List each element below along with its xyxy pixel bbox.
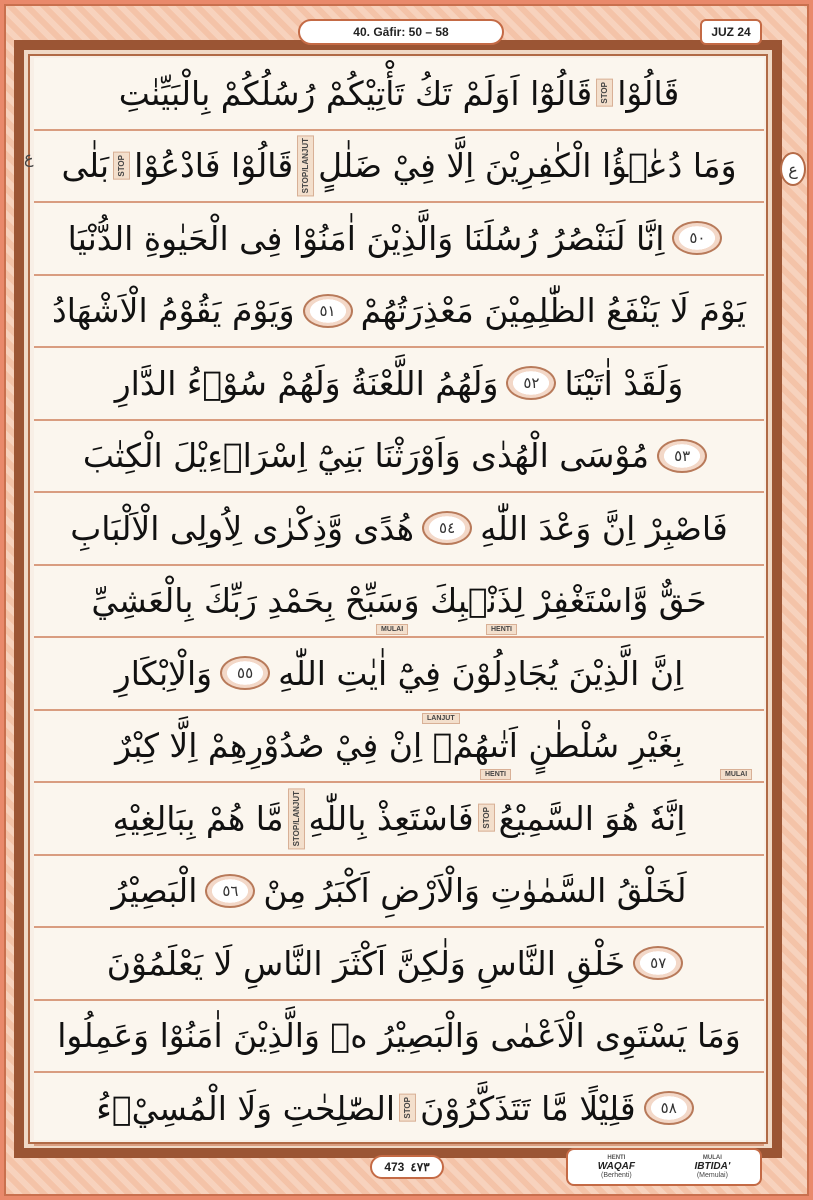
verse-line [34,711,764,784]
mulai-tag: MULAI [376,624,408,635]
line-text-main: قَالُوْٓا اَوَلَمْ تَكُ تَأْتِيْكُمْ رُسُلُكُمْ بِالْبَيِّنٰتِ [118,73,593,113]
verse-line [34,276,764,349]
juz-label: JUZ 24 [700,19,762,45]
lanjut-tag: LANJUT [422,713,460,724]
page-number [370,1155,444,1179]
legend-henti-label: HENTI [607,1155,626,1161]
stop-tag: STOP [399,1094,416,1122]
stop-tag: STOP [596,79,613,107]
ayah-number-marker: ٥٢ [506,366,556,400]
legend-waqaf-label: WAQAF [597,1161,635,1172]
line-text-tail: يَوْمَ لَا يَنْفَعُ الظّٰلِمِيْنَ مَعْذِرَتُهُمْ [360,291,746,331]
line-text-main: بِغَيْرِ سُلْطٰنٍ اَتٰىهُمْۙ اِنْ فِيْ صُدُوْرِهِمْ اِلَّا كِبْرٌ [115,726,683,766]
ayah-number-marker: ٥٧ [633,946,683,980]
line-text-main: مُوْسَى الْهُدٰى وَاَوْرَثْنَا بَنِيْٓ اِسْرَاۤءِيْلَ الْكِتٰبَ [82,436,650,476]
legend-ibtida [695,1155,731,1179]
line-text-tail2: اِنَّهٗ هُوَ السَّمِيْعُ [498,798,686,838]
henti-tag: HENTI [480,769,511,780]
ruku-marker-right: ع [780,152,806,186]
stop-lanjut-tag: STOP/LANJUT [288,788,305,849]
stop-tag: STOP [478,804,495,832]
quran-text-lines [34,58,764,1146]
verse-line [34,566,764,639]
henti-tag: HENTI [486,624,517,635]
ayah-number-marker: ٥١ [303,294,353,328]
line-text-main: وَيَوْمَ يَقُوْمُ الْاَشْهَادُ [52,291,295,331]
line-text-main: اِنَّا لَنَنْصُرُ رُسُلَنَا وَالَّذِيْنَ اٰمَنُوْا فِى الْحَيٰوةِ الدُّنْيَا [67,218,665,258]
verse-line [34,58,764,131]
line-text-tail: وَلَقَدْ اٰتَيْنَا [564,363,684,403]
verse-line [34,638,764,711]
line-text-tail: اِنَّ الَّذِيْنَ يُجَادِلُوْنَ فِيْٓ اٰيٰتِ اللّٰهِ [278,653,684,693]
line-text-main: الصّٰلِحٰتِ وَلَا الْمُسِيْۤءُ [96,1088,396,1128]
ayah-number-marker: ٥٦ [205,874,255,908]
mulai-tag: MULAI [720,769,752,780]
legend-ibtida-label: IBTIDA' [694,1161,731,1172]
verse-line [34,783,764,856]
verse-line [34,1073,764,1146]
ayah-number-marker: ٥٥ [220,656,270,690]
line-text-main: هُدًى وَّذِكْرٰى لِاُولِى الْاَلْبَابِ [70,508,415,548]
ayah-number-marker: ٥٨ [644,1091,694,1125]
legend-memulai-label: (Memulai) [696,1172,728,1179]
verse-line [34,856,764,929]
ruku-marker-left: ع [24,148,34,167]
verse-line [34,348,764,421]
line-text-tail: قَالُوْا [617,73,680,113]
stop-tag: STOP [113,152,130,180]
ayah-number-marker: ٥٤ [422,511,472,545]
legend-berhenti-label: (Berhenti) [601,1172,632,1179]
line-text-main: مَّا هُمْ بِبَالِغِيْهِ [112,798,284,838]
verse-line [34,131,764,204]
waqaf-ibtida-legend [566,1148,762,1186]
line-text-tail: لَخَلْقُ السَّمٰوٰتِ وَالْاَرْضِ اَكْبَرُ مِنْ [263,871,687,911]
ayah-number-marker: ٥٠ [672,221,722,255]
line-text-tail: فَاصْبِرْ اِنَّ وَعْدَ اللّٰهِ [480,508,728,548]
ayah-number-marker: ٥٣ [657,439,707,473]
line-text-tail: فَاسْتَعِذْ بِاللّٰهِ [308,798,474,838]
line-text-main: خَلْقِ النَّاسِ وَلٰكِنَّ اَكْثَرَ النَّاسِ لَا يَعْلَمُوْنَ [106,943,626,983]
line-text-main: وَمَا يَسْتَوِى الْاَعْمٰى وَالْبَصِيْرُ ەۙ وَالَّذِيْنَ اٰمَنُوْا وَعَمِلُوا [57,1016,741,1056]
legend-mulai-label: MULAI [702,1155,722,1161]
stop-lanjut-tag: STOP/LANJUT [297,135,314,196]
verse-line [34,928,764,1001]
line-text-main: وَالْاِبْكَارِ [114,653,213,693]
surah-range-label: 40. Gāfir: 50 – 58 [298,19,504,45]
line-text-main: الْبَصِيْرُ [111,871,198,911]
verse-line [34,1001,764,1074]
line-text-tail: قَلِيْلًا مَّا تَتَذَكَّرُوْنَ [420,1088,636,1128]
verse-line [34,203,764,276]
line-text-tail2: وَمَا دُعٰۤؤُا الْكٰفِرِيْنَ اِلَّا فِيْ ضَلٰلٍ [318,146,737,186]
line-text-tail: قَالُوْا فَادْعُوْا [134,146,294,186]
line-text-main: وَلَهُمُ اللَّعْنَةُ وَلَهُمْ سُوْۤءُ الدَّارِ [114,363,499,403]
page-number-latin: 473 [384,1160,405,1174]
line-text-main: حَقٌّ وَّاسْتَغْفِرْ لِذَنْۢبِكَ وَسَبِّحْ بِحَمْدِ رَبِّكَ بِالْعَشِيِّ [91,581,707,621]
page-number-arabic: ٤٧٣ [410,1160,430,1174]
legend-waqaf [598,1155,635,1179]
verse-line [34,421,764,494]
verse-line [34,493,764,566]
line-text-main: بَلٰى [61,146,110,186]
